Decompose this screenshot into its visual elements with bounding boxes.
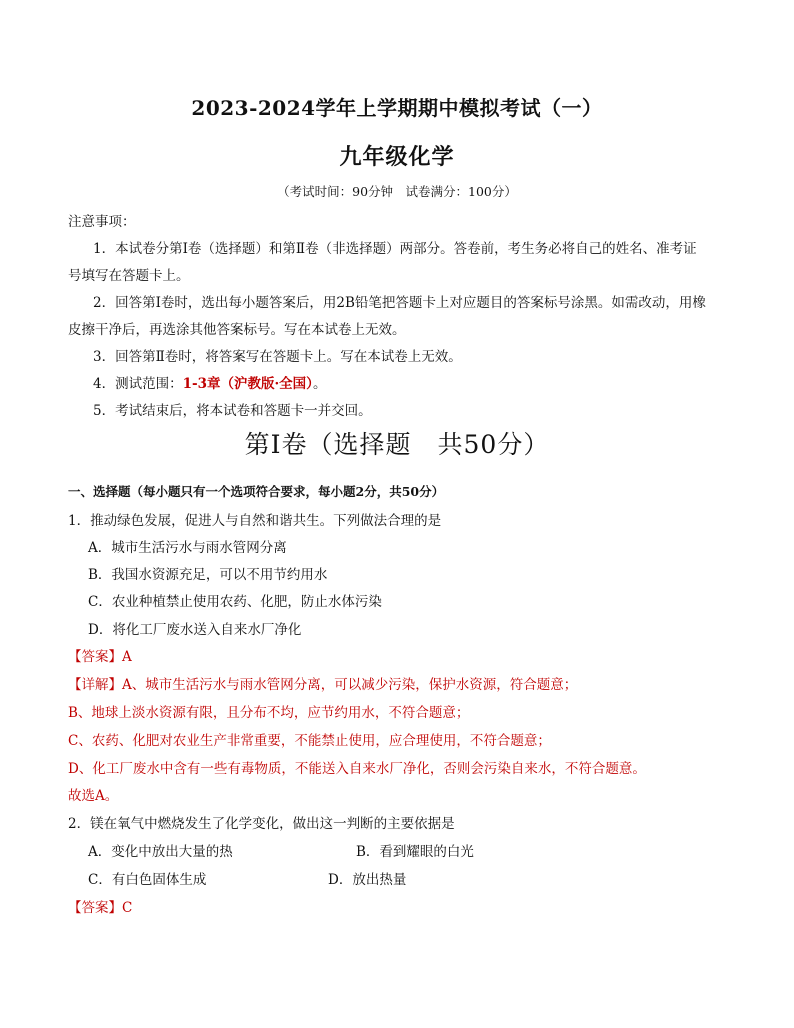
question-1-option-a: A．城市生活污水与雨水管网分离 xyxy=(88,540,287,556)
question-1-option-c: C．农业种植禁止使用农药、化肥，防止水体污染 xyxy=(88,594,382,610)
question-2-option-d: D．放出热量 xyxy=(328,872,407,888)
question-2-option-b: B．看到耀眼的白光 xyxy=(356,844,474,860)
notice-heading: 注意事项： xyxy=(68,214,136,230)
notice-item-5: 5．考试结束后，将本试卷和答题卡一并交回。 xyxy=(93,403,372,419)
exam-title: 2023-2024学年上学期期中模拟考试（一） xyxy=(191,96,603,120)
question-1-stem: 1．推动绿色发展，促进人与自然和谐共生。下列做法合理的是 xyxy=(68,513,442,529)
exam-info: （考试时间：90分钟 试卷满分：100分） xyxy=(277,184,517,199)
question-1-option-b: B．我国水资源充足，可以不用节约用水 xyxy=(88,567,328,583)
part-1-heading: 一、选择题（每小题只有一个选项符合要求，每小题2分，共50分） xyxy=(68,484,445,499)
question-1-option-d: D．将化工厂废水送入自来水厂净化 xyxy=(88,622,302,638)
question-1-explanation-c: C、农药、化肥对农业生产非常重要，不能禁止使用，应合理使用，不符合题意； xyxy=(68,733,551,749)
notice-item-4 xyxy=(93,372,326,392)
notice-item-3: 3．回答第Ⅱ卷时，将答案写在答题卡上。写在本试卷上无效。 xyxy=(93,349,462,365)
notice-item-1-line-2: 号填写在答题卡上。 xyxy=(68,268,190,284)
question-1-explanation-d: D、化工厂废水中含有一些有毒物质，不能送入自来水厂净化，否则会污染自来水，不符合题意。 xyxy=(68,761,646,777)
test-scope: 1-3章（沪教版·全国） xyxy=(182,376,313,392)
exam-subject: 九年级化学 xyxy=(339,144,455,170)
question-1-conclusion: 故选A。 xyxy=(68,788,119,804)
question-2-answer: 【答案】C xyxy=(68,900,133,916)
notice-item-2-line-1: 2．回答第Ⅰ卷时，选出每小题答案后，用2B铅笔把答题卡上对应题目的答案标号涂黑。如需改动，用橡 xyxy=(93,295,706,311)
question-2-option-a: A．变化中放出大量的热 xyxy=(88,844,233,860)
question-1-answer: 【答案】A xyxy=(68,649,132,665)
notice-item-2-line-2: 皮擦干净后，再选涂其他答案标号。写在本试卷上无效。 xyxy=(68,322,406,338)
section-title: 第Ⅰ卷（选择题 共50分） xyxy=(244,430,550,459)
question-2-stem: 2．镁在氧气中燃烧发生了化学变化，做出这一判断的主要依据是 xyxy=(68,816,455,832)
question-2-option-c: C．有白色固体生成 xyxy=(88,872,207,888)
notice-item-4-suffix: 。 xyxy=(312,376,327,392)
notice-item-4-prefix: 4．测试范围： xyxy=(93,376,183,392)
question-1-explanation-b: B、地球上淡水资源有限，且分布不均，应节约用水，不符合题意； xyxy=(68,705,470,721)
notice-item-1-line-1: 1．本试卷分第Ⅰ卷（选择题）和第Ⅱ卷（非选择题）两部分。答卷前，考生务必将自己的姓名、准考证 xyxy=(93,241,697,257)
question-1-explanation-a: 【详解】A、城市生活污水与雨水管网分离，可以减少污染，保护水资源，符合题意； xyxy=(68,677,578,693)
